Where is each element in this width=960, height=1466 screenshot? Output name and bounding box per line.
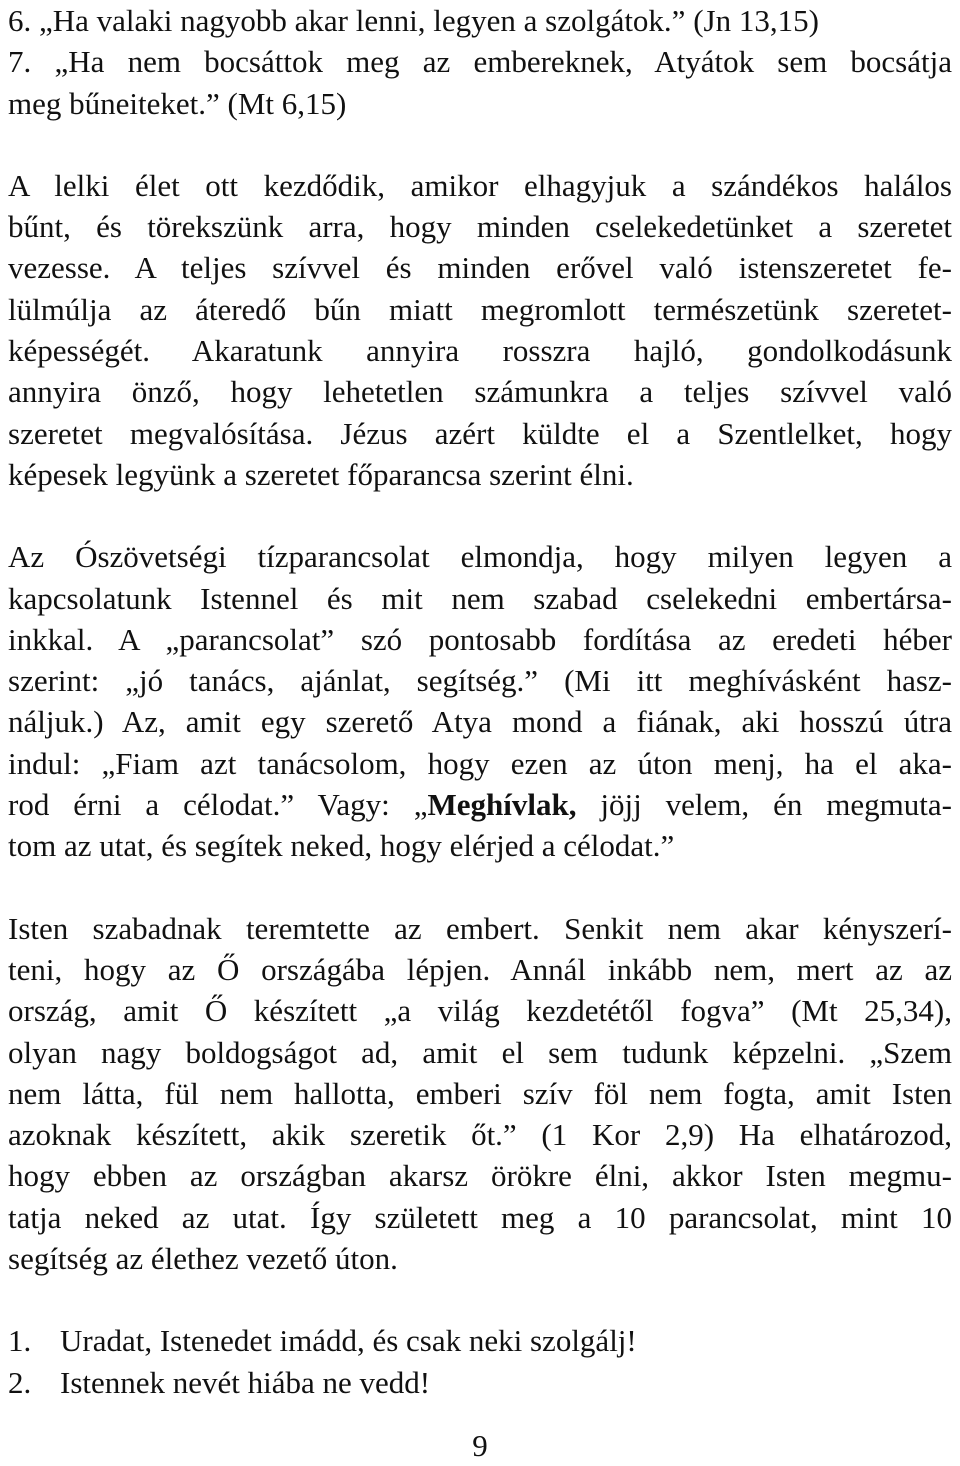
text-line: nem látta, fül nem hallotta, emberi szív föl nem fogta, amit Isten <box>8 1075 952 1111</box>
text-line: bűnt, és törekszünk arra, hogy minden cselekedetünket a szeretet <box>8 209 952 245</box>
text-line: kapcsolatunk Istennel és mit nem szabad cselekedni embertársa- <box>8 580 952 616</box>
list-item <box>8 1320 952 1361</box>
paragraph-gap <box>8 867 952 908</box>
document-page <box>8 0 952 1403</box>
text-line: tom az utat, és segítek neked, hogy elérjed a célodat.” <box>8 828 675 864</box>
text-line: szeretet megvalósítása. Jézus azért küldte el a Szentlelket, hogy <box>8 415 952 451</box>
emphasized-word: Meghívlak, <box>427 787 577 823</box>
text-line: képesek legyünk a szeretet főparancsa szerint élni. <box>8 456 634 492</box>
text-line: Az Ószövetségi tízparancsolat elmondja, hogy milyen legyen a <box>8 539 952 575</box>
text-line: A lelki élet ott kezdődik, amikor elhagyjuk a szándékos halálos <box>8 167 952 203</box>
intro-quotes <box>8 0 952 124</box>
page-number: 9 <box>472 1428 488 1463</box>
text-line: szerint: „jó tanács, ajánlat, segítség.” (Mi itt meghívásként hasz- <box>8 663 952 699</box>
quote-line: meg bűneiteket.” (Mt 6,15) <box>8 85 347 121</box>
paragraph-gap <box>8 124 952 165</box>
text-line: vezesse. A teljes szívvel és minden erővel való istenszeretet fe- <box>8 250 952 286</box>
text-line: indul: „Fiam azt tanácsolom, hogy ezen az úton menj, ha el aka- <box>8 745 952 781</box>
quote-line: 6. „Ha valaki nagyobb akar lenni, legyen a szolgátok.” (Jn 13,15) <box>8 3 819 38</box>
paragraph-gap <box>8 495 952 536</box>
commandment-list <box>8 1320 952 1403</box>
text-line: annyira önző, hogy lehetetlen számunkra a teljes szívvel való <box>8 374 952 410</box>
text-line: náljuk.) Az, amit egy szerető Atya mond a fiának, aki hosszú útra <box>8 704 952 740</box>
text-line: olyan nagy boldogságot ad, amit el sem tudunk képzelni. „Szem <box>8 1034 952 1070</box>
paragraph-spiritual-life <box>8 165 952 495</box>
text-span: jöjj velem, én megmuta- <box>576 787 952 823</box>
text-line: teni, hogy az Ő országába lépjen. Annál inkább nem, mert az az <box>8 951 952 987</box>
text-line: segítség az élethez vezető úton. <box>8 1241 398 1277</box>
text-line: ország, amit Ő készített „a világ kezdetétől fogva” (Mt 25,34), <box>8 993 952 1029</box>
paragraph-free-will <box>8 908 952 1280</box>
list-text: Uradat, Istenedet imádd, és csak neki szolgálj! <box>60 1323 637 1359</box>
text-line: képességét. Akaratunk annyira rosszra hajló, gondolkodásunk <box>8 333 952 369</box>
text-line: hogy ebben az országban akarsz örökre élni, akkor Isten megmu- <box>8 1158 952 1194</box>
list-item <box>8 1362 952 1403</box>
list-number: 2. <box>8 1364 32 1400</box>
text-line: lülmúlja az áteredő bűn miatt megromlott természetünk szeretet- <box>8 291 952 327</box>
list-text: Istennek nevét hiába ne vedd! <box>60 1364 431 1400</box>
quote-line: 7. „Ha nem bocsáttok meg az embereknek, Atyátok sem bocsátja <box>8 44 952 80</box>
text-span: rod érni a célodat.” Vagy: „ <box>8 787 428 823</box>
text-line: Isten szabadnak teremtette az embert. Senkit nem akar kényszerí- <box>8 910 952 946</box>
text-line: inkkal. A „parancsolat” szó pontosabb fordítása az eredeti héber <box>8 621 952 657</box>
text-line: tatja neked az utat. Így született meg a 10 parancsolat, mint 10 <box>8 1199 952 1235</box>
list-number: 1. <box>8 1323 32 1359</box>
text-line-with-emphasis <box>8 784 952 825</box>
paragraph-commandments-meaning <box>8 536 952 866</box>
paragraph-gap <box>8 1279 952 1320</box>
text-line: azoknak készített, akik szeretik őt.” (1 Kor 2,9) Ha elhatározod, <box>8 1117 952 1153</box>
